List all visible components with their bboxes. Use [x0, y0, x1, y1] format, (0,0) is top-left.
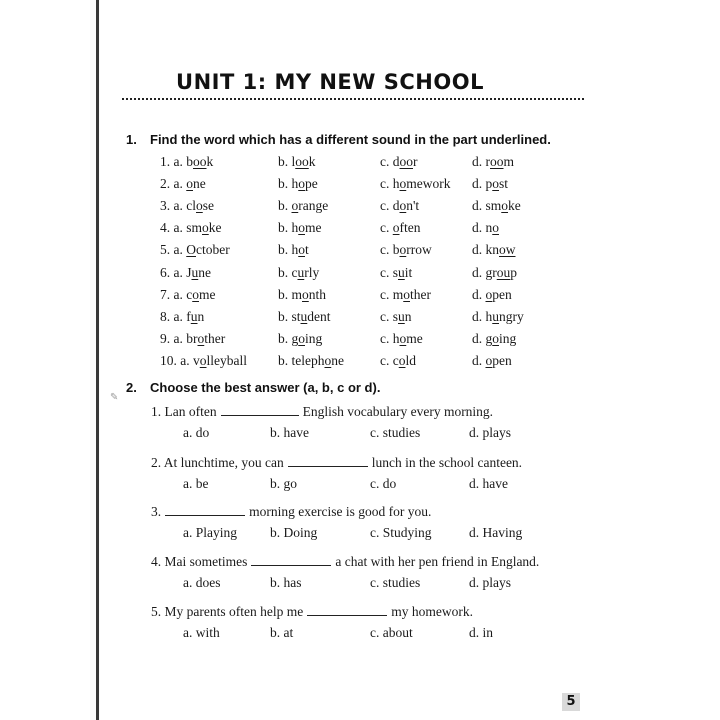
answer-option-a: a. be — [183, 476, 209, 491]
option-d: d. smoke — [472, 198, 521, 214]
question-text-before: 1. Lan often — [151, 404, 217, 419]
underlined-sound: oo — [193, 154, 207, 169]
option-c: c. mother — [380, 286, 431, 302]
option-a: 5. a. October — [160, 242, 230, 258]
answer-option-c: c. about — [370, 625, 413, 640]
pencil-mark: ✎ — [110, 392, 119, 403]
underlined-sound: o — [291, 198, 299, 214]
option-a: 6. a. June — [160, 264, 211, 280]
underlined-sound: o — [501, 198, 509, 214]
exercise-2-heading: Choose the best answer (a, b, c or d). — [150, 380, 381, 395]
underlined-sound: o — [492, 330, 499, 346]
option-d: d. open — [472, 352, 512, 368]
option-c: c. don't — [380, 198, 420, 214]
option-c: c. door — [380, 154, 418, 169]
answer-option-a: a. Playing — [183, 525, 237, 540]
underlined-sound: u — [190, 308, 198, 324]
question-text-after: lunch in the school canteen. — [371, 455, 523, 470]
option-a: 8. a. fun — [160, 308, 205, 324]
question-text-before: 3. — [151, 504, 162, 519]
answer-option-b: b. at — [270, 625, 294, 640]
answer-option-b: b. has — [270, 575, 302, 590]
exercise-1-row — [0, 154, 720, 172]
question-text-before: 4. Mai sometimes — [151, 554, 248, 569]
underlined-sound: o — [199, 352, 207, 368]
underlined-sound: ou — [496, 264, 511, 280]
underlined-sound: o — [298, 242, 305, 258]
answer-option-c: c. do — [370, 476, 397, 491]
answer-option-c: c. studies — [370, 425, 421, 440]
option-c: c. cold — [380, 352, 416, 368]
answer-option-d: d. plays — [469, 575, 511, 590]
option-c: c. often — [380, 220, 421, 236]
underlined-sound: o — [202, 220, 209, 236]
option-a: 2. a. one — [160, 176, 206, 192]
option-b: b. home — [278, 220, 322, 236]
option-d: d. going — [472, 330, 517, 346]
option-b: b. orange — [278, 198, 329, 214]
option-a: 1. a. book — [160, 154, 214, 169]
option-c: c. sun — [380, 308, 412, 324]
answer-option-c: c. Studying — [370, 525, 432, 540]
option-d: d. group — [472, 264, 517, 280]
option-b: b. telephone — [278, 352, 344, 368]
exercise-1-heading: Find the word which has a different sound in the part underlined. — [150, 132, 551, 147]
underlined-sound: o — [399, 242, 407, 258]
option-d: d. hungry — [472, 308, 524, 324]
exercise-1-row — [0, 176, 720, 194]
question-text-before: 2. At lunchtime, you can — [151, 455, 284, 470]
underlined-sound: u — [398, 264, 405, 280]
exercise-1-row — [0, 265, 720, 283]
underlined-sound: o — [298, 176, 305, 192]
underlined-sound: o — [492, 176, 499, 192]
underlined-sound: u — [300, 308, 308, 324]
option-a: 10. a. volleyball — [160, 352, 247, 368]
answer-blank[interactable] — [251, 553, 331, 566]
option-b: b. hot — [278, 242, 309, 258]
underlined-sound: o — [298, 220, 305, 236]
option-b: b. going — [278, 330, 323, 346]
title-divider — [122, 98, 584, 100]
option-a: 3. a. close — [160, 198, 214, 214]
option-a: 9. a. brother — [160, 330, 226, 346]
answer-blank[interactable] — [221, 403, 299, 416]
option-b: b. month — [278, 286, 327, 302]
answer-option-d: d. in — [469, 625, 494, 640]
answer-blank[interactable] — [288, 454, 368, 467]
answer-option-d: d. plays — [469, 425, 511, 440]
underlined-sound: o — [302, 286, 309, 302]
question-text-after: a chat with her pen friend in England. — [335, 554, 540, 569]
option-b: b. hope — [278, 176, 318, 192]
question-text-after: morning exercise is good for you. — [249, 504, 432, 519]
underlined-sound: o — [485, 286, 493, 302]
underlined-sound: ow — [499, 242, 516, 258]
option-c: c. home — [380, 330, 423, 346]
underlined-sound: o — [196, 198, 203, 214]
question-2 — [151, 454, 522, 471]
option-a: 4. a. smoke — [160, 220, 222, 236]
underlined-sound: u — [492, 308, 499, 324]
answer-option-c: c. studies — [370, 575, 421, 590]
underlined-sound: u — [297, 264, 305, 280]
exercise-1-row — [0, 198, 720, 216]
exercise-1-row — [0, 331, 720, 349]
underlined-sound: o — [186, 176, 193, 192]
option-b: b. student — [278, 308, 331, 324]
exercise-1-row — [0, 220, 720, 238]
answer-option-b: b. go — [270, 476, 297, 491]
option-b: b. look — [278, 154, 316, 169]
question-text-after: my homework. — [391, 604, 473, 619]
exercise-1-number: 1. — [126, 132, 137, 147]
option-a: 7. a. come — [160, 286, 216, 302]
answer-blank[interactable] — [165, 503, 245, 516]
underlined-sound: u — [398, 308, 405, 324]
exercise-1-row — [0, 309, 720, 327]
option-c: c. homework — [380, 176, 451, 192]
answer-option-a: a. with — [183, 625, 220, 640]
option-d: d. know — [472, 242, 516, 258]
exercise-2-number: 2. — [126, 380, 137, 395]
answer-option-d: d. have — [469, 476, 508, 491]
underlined-sound: o — [298, 330, 305, 346]
question-5 — [151, 603, 473, 620]
option-b: b. curly — [278, 264, 320, 280]
underlined-sound: o — [399, 330, 407, 346]
underlined-sound: o — [324, 352, 332, 368]
page-number: 5 — [562, 693, 580, 711]
underlined-sound: oo — [399, 154, 413, 169]
underlined-sound: oo — [490, 154, 504, 169]
underlined-sound: u — [191, 264, 199, 280]
answer-option-d: d. Having — [469, 525, 523, 540]
exercise-1-row — [0, 353, 720, 371]
underlined-sound: o — [392, 220, 400, 236]
underlined-sound: o — [398, 352, 406, 368]
underlined-sound: o — [492, 220, 499, 236]
underlined-sound: o — [192, 286, 199, 302]
underlined-sound: o — [485, 352, 493, 368]
underlined-sound: O — [186, 242, 196, 258]
exercise-1-row — [0, 287, 720, 305]
option-c: c. suit — [380, 264, 413, 280]
answer-blank[interactable] — [307, 603, 387, 616]
answer-option-b: b. Doing — [270, 525, 318, 540]
question-4 — [151, 553, 539, 570]
option-d: d. open — [472, 286, 512, 302]
option-d: d. post — [472, 176, 509, 192]
page-title: UNIT 1: MY NEW SCHOOL — [176, 70, 484, 94]
exercise-1-row — [0, 242, 720, 260]
option-d: d. no — [472, 220, 499, 236]
answer-option-b: b. have — [270, 425, 309, 440]
option-c: c. borrow — [380, 242, 432, 258]
underlined-sound: o — [399, 176, 407, 192]
answer-option-a: a. do — [183, 425, 210, 440]
underlined-sound: o — [403, 286, 410, 302]
underlined-sound: o — [197, 330, 205, 346]
option-d: d. room — [472, 154, 515, 169]
question-1 — [151, 403, 493, 420]
question-text-before: 5. My parents often help me — [151, 604, 304, 619]
answer-option-a: a. does — [183, 575, 221, 590]
underlined-sound: oo — [295, 154, 309, 169]
question-3 — [151, 503, 431, 520]
question-text-after: English vocabulary every morning. — [302, 404, 494, 419]
underlined-sound: o — [399, 198, 407, 214]
